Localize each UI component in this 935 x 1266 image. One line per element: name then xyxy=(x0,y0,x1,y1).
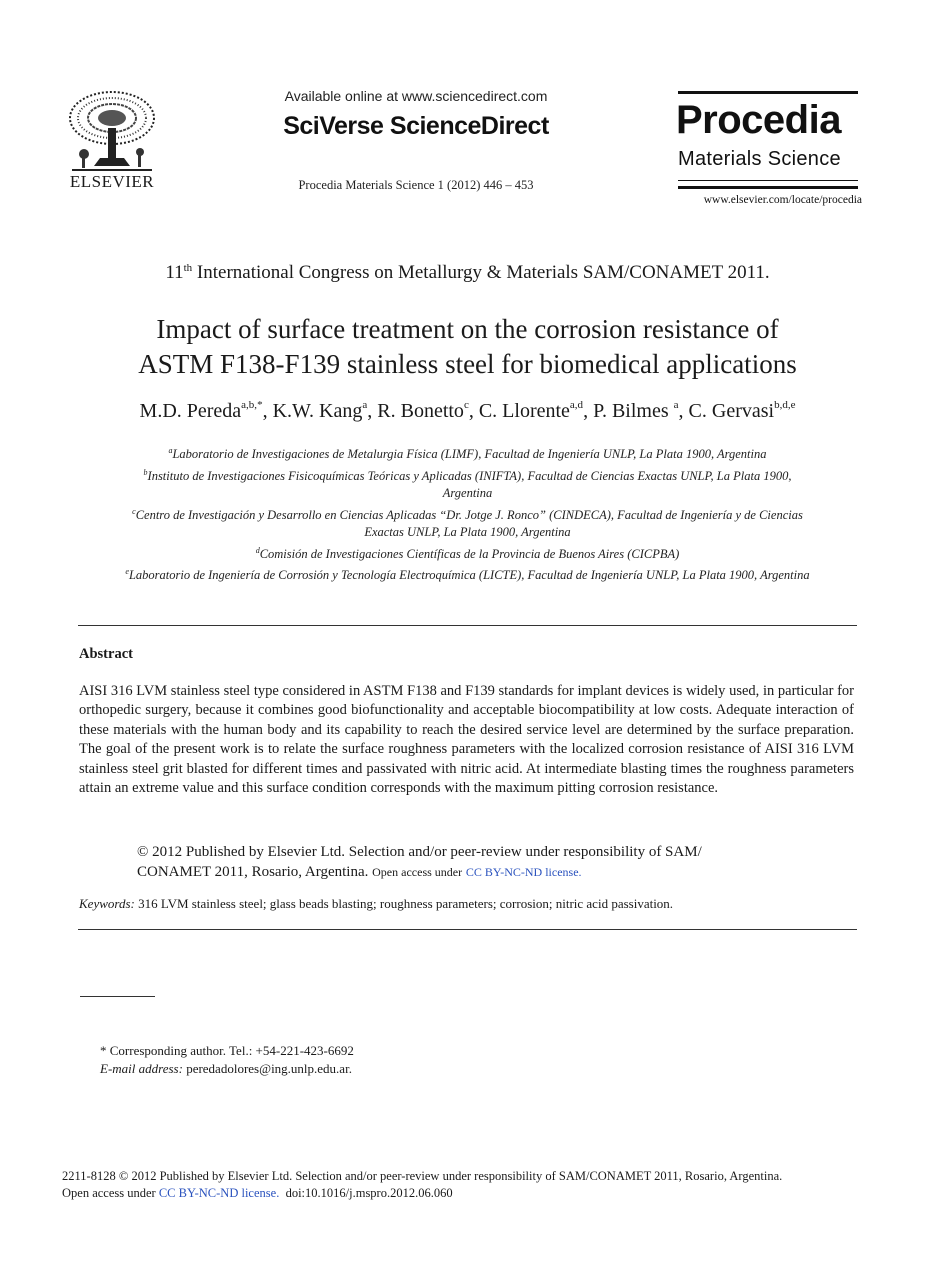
footer-copyright: 2211-8128 © 2012 Published by Elsevier Ltd. Selection and/or peer-review under responsibility of SAM/CONAMET 2011, Rosario, Argentina. xyxy=(62,1169,783,1183)
author-name: C. Gervasi xyxy=(688,400,775,422)
procedia-rule-middle xyxy=(678,180,858,181)
elsevier-tree-icon xyxy=(64,88,160,172)
available-online-text: Available online at www.sciencedirect.com xyxy=(284,88,548,104)
author-affil: b,d,e xyxy=(774,399,796,411)
affiliation-key: c xyxy=(132,506,136,516)
author-name: P. Bilmes xyxy=(593,400,674,422)
journal-reference: Procedia Materials Science 1 (2012) 446 – 453 xyxy=(298,178,534,192)
corresponding-author: * Corresponding author. Tel.: +54-221-423-6692 xyxy=(100,1043,354,1058)
paper-title-line-2: ASTM F138-F139 stainless steel for biomedical applications xyxy=(138,349,797,379)
affiliation-key: b xyxy=(143,467,148,477)
congress-number: 11 xyxy=(165,262,184,283)
author-name: M.D. Pereda xyxy=(139,400,242,422)
procedia-rule-bottom xyxy=(678,186,858,189)
affiliation-d xyxy=(70,542,865,564)
author-affil: a,d xyxy=(569,399,584,411)
corresponding-star: * xyxy=(257,399,263,411)
procedia-logo-title: Procedia xyxy=(676,98,841,142)
congress-text: International Congress on Metallurgy & Materials SAM/CONAMET 2011. xyxy=(192,262,770,283)
author-affil: c xyxy=(463,399,469,411)
procedia-url: www.elsevier.com/locate/procedia xyxy=(703,194,862,206)
author-affil: a,b, xyxy=(241,399,258,411)
keywords-label: Keywords: xyxy=(79,896,135,911)
footer-license-link[interactable]: CC BY-NC-ND license. xyxy=(158,1186,280,1200)
author-separator: , xyxy=(468,400,479,422)
paper-title-line-1: Impact of surface treatment on the corrosion resistance of xyxy=(156,314,779,344)
author-name: R. Bonetto xyxy=(377,400,464,422)
copyright-text: © 2012 Published by Elsevier Ltd. Selection and/or peer-review under responsibility of SAM/ CONAMET 2011, Rosario, Argentina. xyxy=(137,844,702,880)
author-separator: , xyxy=(367,400,378,422)
affiliation-c xyxy=(70,503,865,525)
footnote-rule xyxy=(80,996,155,997)
email-line xyxy=(100,1060,600,1078)
author-affil: a xyxy=(673,399,679,411)
email-label: E-mail address: xyxy=(100,1061,183,1076)
affiliation-e xyxy=(70,563,865,585)
author-separator: , xyxy=(583,400,594,422)
affiliation-text: Centro de Investigación y Desarrollo en Ciencias Aplicadas “Dr. Jotge J. Ronco” (CINDECA), Facultad de Ingeniería y de Ciencias xyxy=(135,507,803,522)
affiliation-c-cont: Exactas UNLP, La Plata 1900, Argentina xyxy=(364,525,571,539)
author-list xyxy=(0,399,935,423)
page-footer xyxy=(62,1168,882,1202)
footer-doi[interactable]: doi:10.1016/j.mspro.2012.06.060 xyxy=(285,1186,453,1200)
publisher-name: ELSEVIER xyxy=(69,172,155,191)
author-separator: , xyxy=(262,400,273,422)
author-name: K.W. Kang xyxy=(272,400,363,422)
author-name: C. Llorente xyxy=(478,400,570,422)
corresponding-footnote xyxy=(100,1042,600,1078)
affiliation-a xyxy=(70,442,865,464)
sciverse-sciencedirect-logo: SciVerse ScienceDirect xyxy=(283,112,549,140)
affiliation-b xyxy=(70,464,865,486)
email-address[interactable]: peredadolores@ing.unlp.edu.ar. xyxy=(186,1061,352,1076)
footer-open-access: Open access under xyxy=(62,1186,156,1200)
keywords-text: 316 LVM stainless steel; glass beads blasting; roughness parameters; corrosion; nitric acid passivation. xyxy=(138,896,674,911)
affiliation-list xyxy=(70,442,865,585)
keywords xyxy=(79,896,859,912)
author-separator: , xyxy=(678,400,689,422)
paper-title xyxy=(60,312,875,382)
affiliation-text: Laboratorio de Ingeniería de Corrosión y Tecnología Electroquímica (LICTE), Facultad de Ingeniería UNLP, La Plata 1900, Argentina xyxy=(128,568,810,582)
license-link[interactable]: CC BY-NC-ND license. xyxy=(465,865,582,879)
abstract-body: AISI 316 LVM stainless steel type considered in ASTM F138 and F139 standards for implant devices is widely used, in particular for orthopedic surgery, because it combines good biofunctionality and acceptable biocompatibility at low costs. Adequate interaction of these materials with the human body and its capability to reach the desired service level are determined by the surface preparation. The goal of the present work is to relate the surface roughness parameters with the localized corrosion resistance of AISI 316 LVM stainless steel grit blasted for different times and passivated with nitric acid. At intermediate blasting times the roughness parameters attain an extreme value and this surface condition corresponds with the maximum pitting corrosion resistance. xyxy=(79,683,854,797)
affiliation-key: d xyxy=(255,545,260,555)
author-affil: a xyxy=(362,399,368,411)
copyright-notice xyxy=(137,842,777,882)
affiliation-text: Comisión de Investigaciones Científicas de la Provincia de Buenos Aires (CICPBA) xyxy=(259,546,680,561)
open-access-label: Open access under xyxy=(372,865,463,879)
affiliation-key: a xyxy=(168,446,173,455)
affiliation-b-cont: Argentina xyxy=(442,486,493,500)
affiliation-text: Laboratorio de Investigaciones de Metalurgia Física (LIMF), Facultad de Ingeniería UNLP, La Plata 1900, Argentina xyxy=(172,447,767,461)
abstract-top-rule xyxy=(78,625,857,626)
affiliation-text: Instituto de Investigaciones Fisicoquímicas Teóricas y Aplicadas (INIFTA), Facultad de Ciencias Exactas UNLP, La Plata 1900, xyxy=(147,468,792,483)
abstract-heading: Abstract xyxy=(79,646,133,662)
congress-line xyxy=(0,262,935,284)
abstract-bottom-rule xyxy=(78,929,857,930)
footer-access-line xyxy=(62,1185,882,1202)
procedia-rule-top xyxy=(678,91,858,94)
affiliation-key: e xyxy=(125,567,129,576)
congress-ordinal: th xyxy=(183,262,193,274)
procedia-logo-subtitle: Materials Science xyxy=(678,148,841,170)
